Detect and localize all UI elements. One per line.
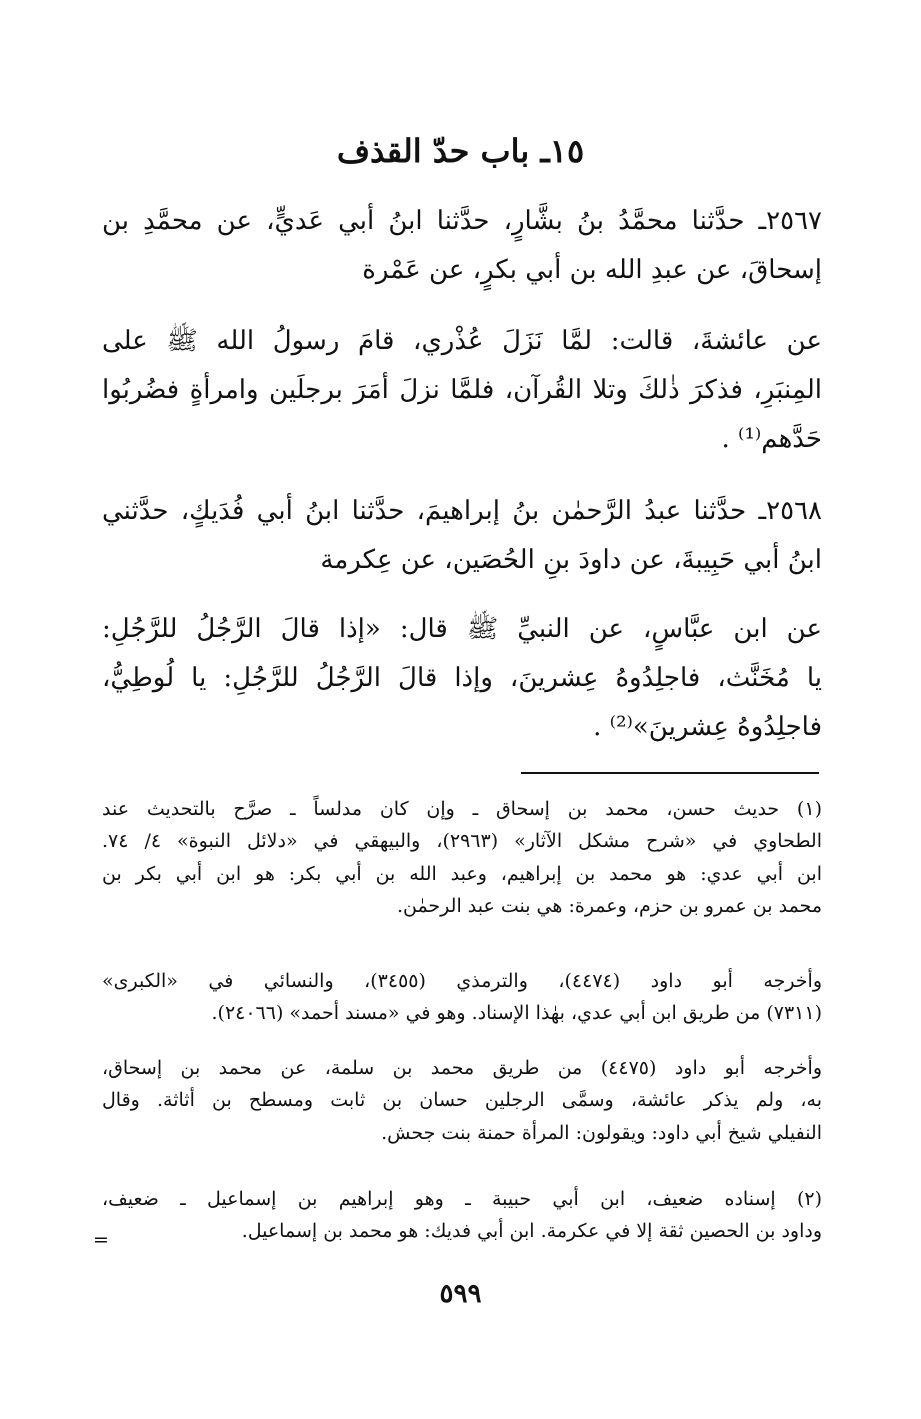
footnote-line: (١) حديث حسن، محمد بن إسحاق ـ وإن كان مدلساً ـ صرَّح بالتحديث عند bbox=[102, 798, 822, 820]
footnote-line: وأخرجه أبو داود (٤٤٧٥) من طريق محمد بن سلمة، عن محمد بن إسحاق، bbox=[102, 1057, 822, 1079]
text-line: المِنبَرِ، فذكرَ ذٰلكَ وتلا القُرآن، فلمَّا نزلَ أمَرَ برجلَين وامرأةٍ فضُربُوا bbox=[102, 375, 822, 405]
footnote-1 bbox=[102, 793, 822, 923]
footnote-1-takhrij bbox=[102, 965, 822, 1030]
hadith-2567-isnad bbox=[102, 197, 822, 295]
text-line: حَدَّهم⁽¹⁾ . bbox=[721, 424, 822, 454]
footnote-line: محمد بن عمرو بن حزم، وعمرة: هي بنت عبد الرحمٰن. bbox=[396, 895, 822, 918]
text-line: إسحاقَ، عن عبدِ الله بن أبي بكرٍ، عن عَمْرة bbox=[362, 255, 822, 285]
text-line: عن ابن عبَّاسٍ، عن النبيِّ ﷺ قال: «إذا قالَ الرَّجُلُ للرَّجُلِ: bbox=[102, 614, 822, 644]
footnote-line: ابن أبي عدي: هو محمد بن إبراهيم، وعبد الله بن أبي بكر: هو ابن أبي بكر بن bbox=[102, 862, 822, 885]
continuation-mark: = bbox=[93, 1229, 109, 1251]
hadith-2567-matn bbox=[102, 317, 822, 464]
page-number: ٥٩٩ bbox=[439, 1279, 482, 1309]
text-line: فاجلِدُوهُ عِشرينَ»⁽²⁾ . bbox=[593, 712, 822, 742]
text-line: ٢٥٦٨ـ حدَّثنا عبدُ الرَّحمٰن بنُ إبراهيمَ، حدَّثنا ابنُ أبي فُدَيكٍ، حدَّثني bbox=[102, 496, 822, 526]
text-line: عن عائشةَ، قالت: لمَّا نَزَلَ عُذْري، قامَ رسولُ الله ﷺ على bbox=[102, 326, 822, 356]
hadith-2568-isnad bbox=[102, 487, 822, 585]
footnote-line: (٧٣١١) من طريق ابن أبي عدي، بهٰذا الإسناد. وهو في «مسند أحمد» (٢٤٠٦٦). bbox=[211, 1002, 822, 1025]
text-line: ٢٥٦٧ـ حدَّثنا محمَّدُ بنُ بشَّارٍ، حدَّثنا ابنُ أبي عَديٍّ، عن محمَّدِ بن bbox=[102, 206, 822, 236]
footnote-1-takhrij-2 bbox=[102, 1052, 822, 1149]
footnote-line: وأخرجه أبو داود (٤٤٧٤)، والترمذي (٣٤٥٥)، والنسائي في «الكبرى» bbox=[102, 970, 822, 992]
footnote-line: به، ولم يذكر عائشة، وسمَّى الرجلين حسان بن ثابت ومسطح بن أثاثة. وقال bbox=[102, 1089, 822, 1112]
footnote-line: وداود بن الحصين ثقة إلا في عكرمة. ابن أبي فديك: هو محمد بن إسماعيل. bbox=[241, 1220, 822, 1243]
footnote-separator bbox=[521, 772, 819, 774]
footnote-2 bbox=[102, 1183, 822, 1248]
hadith-2568-matn bbox=[102, 605, 822, 752]
text-line: يا مُخَنَّث، فاجلِدُوهُ عِشرينَ، وإذا قالَ الرَّجُلُ للرَّجُلِ: يا لُوطِيُّ، bbox=[102, 663, 822, 693]
chapter-title: ١٥ـ باب حدّ القذف bbox=[336, 132, 585, 170]
footnote-line: (٢) إسناده ضعيف، ابن أبي حبيبة ـ وهو إبراهيم بن إسماعيل ـ ضعيف، bbox=[102, 1188, 822, 1210]
footnote-line: النفيلي شيخ أبي داود: ويقولون: المرأة حمنة بنت جحش. bbox=[381, 1121, 822, 1144]
text-line: ابنُ أبي حَبِيبةَ، عن داودَ بنِ الحُصَين، عن عِكرمة bbox=[320, 545, 822, 575]
footnote-line: الطحاوي في «شرح مشكل الآثار» (٢٩٦٣)، والبيهقي في «دلائل النبوة» ٤/ ٧٤. bbox=[102, 830, 822, 853]
